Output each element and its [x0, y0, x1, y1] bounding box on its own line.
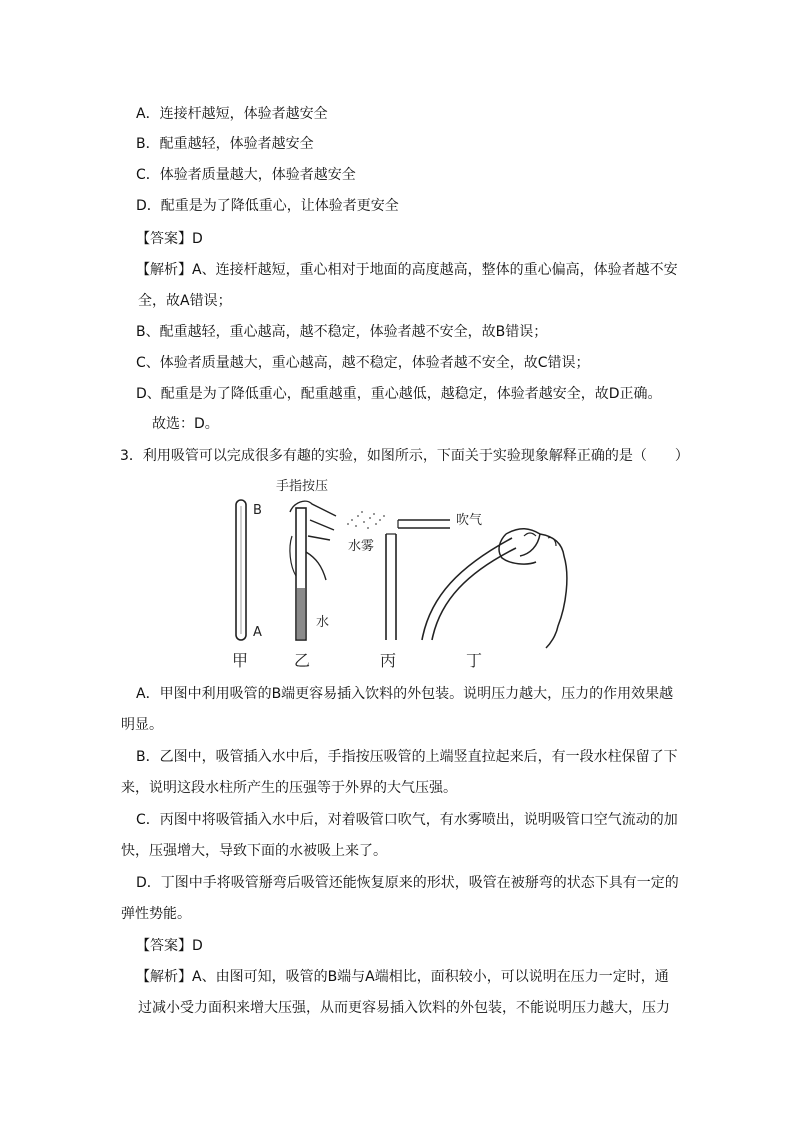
label-b: B: [253, 503, 262, 518]
figure-jia: [232, 500, 262, 670]
q3-option-c-cont: 快，压强增大，导致下面的水被吸上来了。: [121, 843, 387, 859]
label-blow: 吹气: [456, 513, 483, 528]
option-b: B．配重越轻，体验者越安全: [136, 136, 314, 152]
analysis-4: D、配重是为了降低重心，配重越重，重心越低，越稳定，体验者越安全，故D正确。: [136, 386, 662, 402]
finger-hand: [290, 501, 336, 580]
label-press: 手指按压: [276, 479, 329, 494]
caption-jia: 甲: [232, 651, 249, 670]
analysis-2: B、配重越轻，重心越高，越不稳定，体验者越不安全，故B错误；: [136, 324, 548, 340]
caption-yi: 乙: [294, 651, 311, 670]
straw-experiments-figure: [230, 476, 590, 672]
mist-spray: [347, 511, 385, 529]
q3-option-c: C．丙图中将吸管插入水中后，对着吸管口吹气，有水雾喷出，说明吸管口空气流动的加: [136, 812, 678, 828]
analysis-1: 【解析】A、连接杆越短，重心相对于地面的高度越高，整体的重心偏高，体验者越不安: [136, 262, 678, 278]
answer: 【答案】D: [136, 231, 203, 247]
q3-option-b: B．乙图中，吸管插入水中后，手指按压吸管的上端竖直拉起来后，有一段水柱保留了下: [136, 749, 678, 765]
choose: 故选：D。: [152, 416, 219, 432]
water-column: [297, 588, 305, 639]
option-c: C．体验者质量越大，体验者越安全: [136, 167, 356, 183]
figure-bing: [347, 511, 482, 670]
q3-option-a: A．甲图中利用吸管的B端更容易插入饮料的外包装。说明压力越大，压力的作用效果越: [136, 686, 674, 702]
q3-option-d-cont: 弹性势能。: [121, 906, 191, 922]
analysis-1-cont: 全，故A错误；: [138, 293, 232, 309]
caption-ding: 丁: [466, 651, 483, 670]
q3-analysis-1: 【解析】A、由图可知，吸管的B端与A端相比，面积较小，可以说明在压力一定时，通: [136, 969, 669, 985]
caption-bing: 丙: [380, 651, 397, 670]
q3-option-d: D．丁图中手将吸管掰弯后吸管还能恢复原来的形状，吸管在被掰弯的状态下具有一定的: [136, 875, 679, 891]
option-a: A．连接杆越短，体验者越安全: [136, 106, 328, 122]
option-d: D．配重是为了降低重心，让体验者更安全: [136, 198, 399, 214]
label-a: A: [253, 625, 262, 640]
label-mist: 水雾: [348, 539, 375, 554]
q3-answer: 【答案】D: [136, 938, 203, 954]
q3-option-b-cont: 来，说明这段水柱所产生的压强等于外界的大气压强。: [121, 780, 457, 796]
analysis-3: C、体验者质量越大，重心越高，越不稳定，体验者越不安全，故C错误；: [136, 355, 590, 371]
hand: [499, 529, 567, 648]
figure-yi: [276, 478, 336, 670]
q3-option-a-cont: 明显。: [121, 717, 163, 733]
figure-ding: [422, 529, 567, 670]
q3-analysis-1-cont: 过减小受力面积来增大压强，从而更容易插入饮料的外包装，不能说明压力越大，压力: [138, 1000, 670, 1016]
label-water: 水: [316, 615, 330, 630]
question-3: 3．利用吸管可以完成很多有趣的实验，如图所示，下面关于实验现象解释正确的是（ ）: [120, 448, 689, 464]
